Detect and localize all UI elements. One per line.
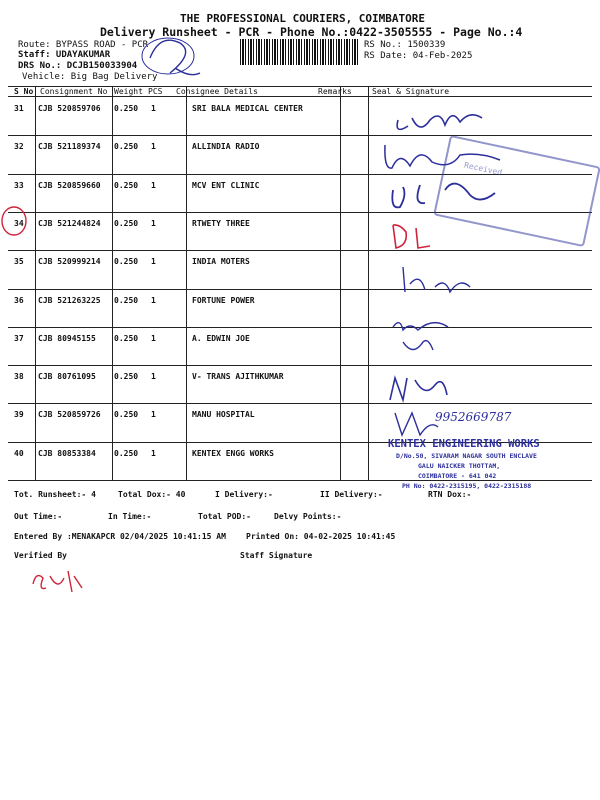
- row-sno: 39: [14, 410, 24, 420]
- total-dox: Total Dox:- 40: [118, 490, 186, 499]
- row-pcs: 1: [151, 410, 156, 420]
- row-weight: 0.250: [114, 257, 139, 267]
- row-divider: [8, 250, 592, 251]
- drs-number: DRS No.: DCJB150033904: [18, 61, 138, 71]
- row-pcs: 1: [151, 180, 156, 190]
- rs-number: RS No.: 1500339: [364, 40, 446, 50]
- row-pcs: 1: [151, 295, 156, 305]
- rtn-dox: RTN Dox:-: [428, 490, 472, 499]
- header-scribble-icon: [140, 28, 210, 88]
- row-consignee-name: MCV ENT CLINIC: [192, 180, 260, 190]
- entered-by: Entered By :MENAKAPCR 02/04/2025 10:41:15 AM: [14, 532, 226, 541]
- row-weight: 0.250: [114, 448, 139, 458]
- row-sno: 34: [14, 218, 24, 228]
- row-weight: 0.250: [114, 180, 139, 190]
- kentex-stamp-line4: PH No: 0422-2315195, 0422-2315188: [402, 482, 532, 490]
- kentex-stamp-title: KENTEX ENGINEERING WORKS: [388, 438, 540, 450]
- row-sno: 33: [14, 180, 24, 190]
- row-consignment-no: CJB 80945155: [38, 333, 96, 343]
- row-consignment-no: CJB 521263225: [38, 295, 101, 305]
- row-sno: 32: [14, 142, 24, 152]
- row-pcs: 1: [151, 333, 156, 343]
- row-consignee-name: SRI BALA MEDICAL CENTER: [192, 104, 303, 113]
- signature-row-38-icon: [385, 370, 465, 410]
- col-header-sno: S No: [14, 87, 34, 96]
- circle-mark-34-icon: [0, 205, 30, 240]
- verified-by: Verified By: [14, 551, 67, 560]
- row-weight: 0.250: [114, 333, 139, 343]
- stamp-text: Received: [463, 160, 503, 178]
- row-weight: 0.250: [114, 104, 139, 113]
- printed-on: Printed On: 04-02-2025 10:41:45: [246, 532, 396, 541]
- tot-runsheet: Tot. Runsheet:- 4: [14, 490, 96, 499]
- out-time: Out Time:-: [14, 512, 63, 521]
- col-header-remarks: Remarks: [318, 87, 352, 96]
- kentex-stamp-line2: GALU NAICKER THOTTAM,: [418, 462, 501, 470]
- office-stamp: [433, 135, 600, 247]
- col-header-consignment: Consignment No: [40, 87, 108, 96]
- row-divider: [8, 365, 592, 366]
- row-consignee-name: RTWETY THREE: [192, 218, 250, 228]
- row-pcs: 1: [151, 142, 156, 152]
- row-consignment-no: CJB 80761095: [38, 372, 96, 382]
- signature-row-34-icon: [388, 220, 448, 255]
- vehicle-text: Vehicle: Big Bag Delivery: [22, 72, 158, 82]
- signature-row-35-icon: [395, 262, 485, 302]
- row-consignment-no: CJB 520859726: [38, 410, 101, 420]
- signature-row-31-icon: [390, 100, 500, 140]
- total-pod: Total POD:-: [198, 512, 251, 521]
- row-pcs: 1: [151, 372, 156, 382]
- rs-date: RS Date: 04-Feb-2025: [364, 51, 473, 61]
- row-sno: 37: [14, 333, 24, 343]
- row-consignee-name: FORTUNE POWER: [192, 295, 255, 305]
- row-sno: 40: [14, 448, 24, 458]
- barcode: [240, 39, 358, 65]
- col-header-pcs: PCS: [148, 87, 163, 96]
- i-delivery: I Delivery:-: [215, 490, 273, 499]
- row-consignment-no: CJB 80853384: [38, 448, 96, 458]
- kentex-stamp-line1: D/No.50, SIVARAM NAGAR SOUTH ENCLAVE: [396, 452, 537, 460]
- row-consignee-name: KENTEX ENGG WORKS: [192, 448, 274, 458]
- row-sno: 31: [14, 104, 24, 113]
- row-sno: 36: [14, 295, 24, 305]
- col-header-consignee: Consignee Details: [176, 87, 258, 96]
- handwritten-phone: 9952669787: [435, 410, 512, 424]
- row-consignment-no: CJB 520859660: [38, 180, 101, 190]
- row-pcs: 1: [151, 218, 156, 228]
- delvy-points: Delvy Points:-: [274, 512, 342, 521]
- runsheet-subtitle: Delivery Runsheet - PCR - Phone No.:0422-3505555 - Page No.:4: [100, 25, 523, 39]
- signature-row-36-icon: [388, 312, 478, 357]
- row-weight: 0.250: [114, 295, 139, 305]
- row-weight: 0.250: [114, 372, 139, 382]
- staff-text: Staff: UDAYAKUMAR: [18, 50, 111, 60]
- row-divider: [8, 327, 592, 328]
- row-pcs: 1: [151, 448, 156, 458]
- kentex-stamp-line3: COIMBATORE - 641 042: [418, 472, 497, 480]
- col-header-seal: Seal & Signature: [372, 87, 450, 96]
- row-sno: 38: [14, 372, 24, 382]
- col-header-weight: Weight: [114, 87, 143, 96]
- row-weight: 0.250: [114, 142, 139, 152]
- row-pcs: 1: [151, 257, 156, 267]
- route-text: Route: BYPASS ROAD - PCR: [18, 40, 149, 50]
- row-consignment-no: CJB 521244824: [38, 218, 101, 228]
- row-consignment-no: CJB 520999214: [38, 257, 101, 267]
- staff-signature: Staff Signature: [240, 551, 313, 560]
- company-title: THE PROFESSIONAL COURIERS, COIMBATORE: [180, 12, 426, 25]
- row-weight: 0.250: [114, 218, 139, 228]
- row-consignee-name: A. EDWIN JOE: [192, 333, 250, 343]
- row-consignment-no: CJB 521189374: [38, 142, 101, 152]
- row-consignee-name: ALLINDIA RADIO: [192, 142, 260, 152]
- row-consignee-name: INDIA MOTERS: [192, 257, 250, 267]
- row-divider: [8, 289, 592, 290]
- row-weight: 0.250: [114, 410, 139, 420]
- row-pcs: 1: [151, 104, 156, 113]
- ii-delivery: II Delivery:-: [320, 490, 383, 499]
- row-sno: 35: [14, 257, 24, 267]
- row-divider: [8, 135, 592, 136]
- verified-signature-icon: [28, 566, 88, 596]
- row-consignment-no: CJB 520859706: [38, 104, 101, 113]
- row-consignee-name: V- TRANS AJITHKUMAR: [192, 372, 284, 382]
- row-consignee-name: MANU HOSPITAL: [192, 410, 255, 420]
- in-time: In Time:-: [108, 512, 152, 521]
